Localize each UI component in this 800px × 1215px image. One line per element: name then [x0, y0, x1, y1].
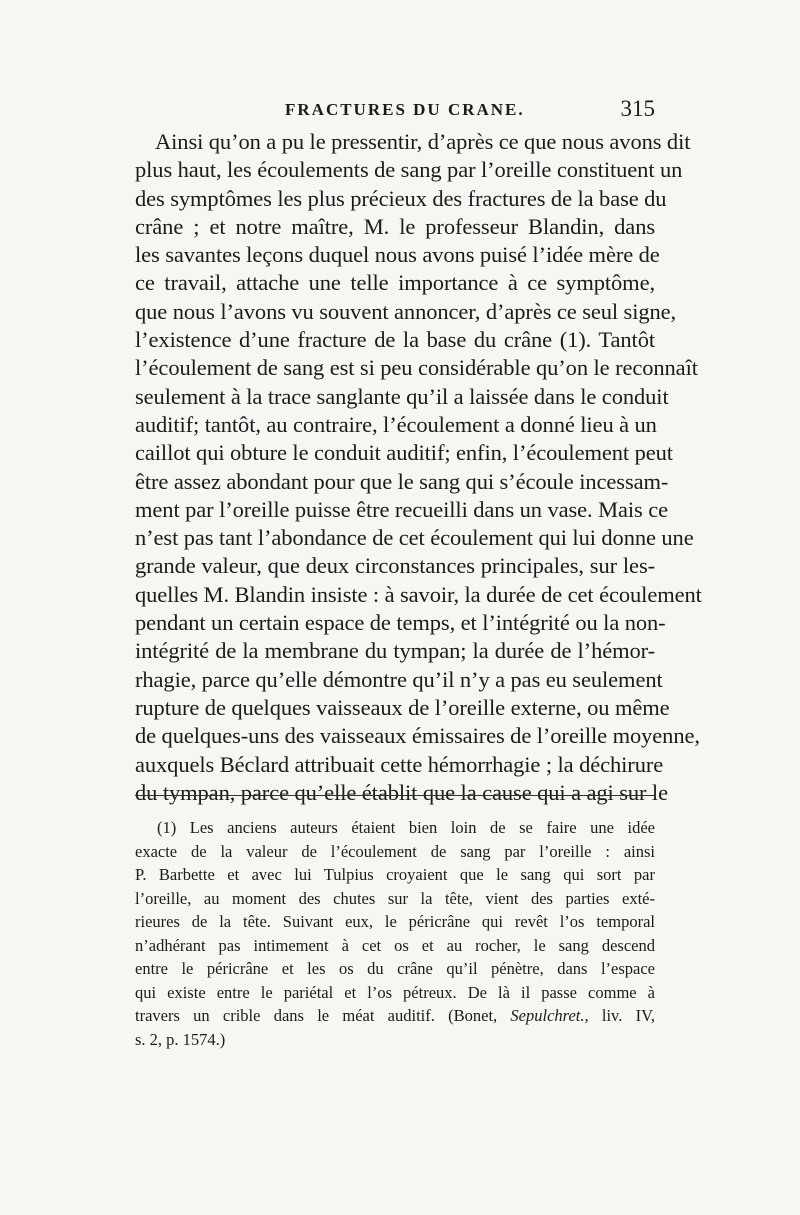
- text-line: Ainsi qu’on a pu le pressentir, d’après ce que nous avons dit: [155, 129, 691, 154]
- footnote-line: P. Barbette et avec lui Tulpius croyaient que le sang qui sort par: [135, 865, 655, 884]
- text-line: les savantes leçons duquel nous avons puisé l’idée mère de: [135, 242, 660, 268]
- text-line: auxquels Béclard attribuait cette hémorrhagie ; la déchirure: [135, 751, 664, 777]
- footnote-reference-line: [135, 1004, 655, 1028]
- footnote-line: (1) Les anciens auteurs étaient bien loin de se faire une idée: [157, 818, 655, 837]
- text-line: ment par l’oreille puisse être recueilli dans un vase. Mais ce: [135, 496, 668, 522]
- footnote-reference-end: , liv. IV,: [584, 1006, 655, 1025]
- text-line: de quelques-uns des vaisseaux émissaires de l’oreille moyenne,: [135, 723, 700, 749]
- text-line: seulement à la trace sanglante qu’il a laissée dans le conduit: [135, 383, 669, 409]
- footnote-reference-start: travers un crible dans le méat auditif. (Bonet,: [135, 1006, 511, 1025]
- text-line: n’est pas tant l’abondance de cet écoulement qui lui donne une: [135, 525, 694, 551]
- footnote-line: qui existe entre le pariétal et l’os pétreux. De là il passe comme à: [135, 982, 655, 1002]
- text-line: l’écoulement de sang est si peu considérable qu’on le reconnaît: [135, 355, 698, 381]
- text-line: rupture de quelques vaisseaux de l’oreille externe, ou même: [135, 694, 670, 720]
- text-line: pendant un certain espace de temps, et l’intégrité ou la non-: [135, 610, 666, 636]
- footnote-cited-work: Sepulchret.: [510, 1006, 585, 1025]
- footnote-line: rieures de la tête. Suivant eux, le péricrâne qui revêt l’os temporal: [135, 912, 655, 931]
- text-line: caillot qui obture le conduit auditif; enfin, l’écoulement peut: [135, 440, 673, 466]
- footnote-line: n’adhérant pas intimement à cet os et au rocher, le sang descend: [135, 935, 655, 955]
- text-line: rhagie, parce qu’elle démontre qu’il n’y a pas eu seulement: [135, 666, 663, 692]
- text-line: des symptômes les plus précieux des fractures de la base du: [135, 185, 667, 211]
- text-line: intégrité de la membrane du tympan; la durée de l’hémor-: [135, 638, 655, 664]
- running-head: [135, 96, 655, 126]
- footnote-line: exacte de la valeur de l’écoulement de sang par l’oreille : ainsi: [135, 841, 655, 861]
- text-line: ce travail, attache une telle importance à ce symptôme,: [135, 270, 655, 296]
- main-text: [135, 128, 702, 807]
- text-line: auditif; tantôt, au contraire, l’écoulement a donné lieu à un: [135, 411, 657, 437]
- text-line: quelles M. Blandin insiste : à savoir, la durée de cet écoulement: [135, 581, 702, 607]
- running-title: FRACTURES DU CRANE.: [285, 100, 525, 119]
- footnote-line: entre le péricrâne et les os du crâne qu’il pénètre, dans l’espace: [135, 959, 655, 978]
- text-line: du tympan, parce qu’elle établit que la cause qui a agi sur le: [135, 779, 668, 805]
- text-line: grande valeur, que deux circonstances principales, sur les-: [135, 553, 655, 579]
- footnote-line: l’oreille, au moment des chutes sur la tête, vient des parties exté-: [135, 888, 655, 908]
- footnote-divider: [135, 795, 655, 796]
- text-line: l’existence d’une fracture de la base du crâne (1). Tantôt: [135, 327, 655, 353]
- text-line: être assez abondant pour que le sang qui s’écoule incessam-: [135, 468, 669, 494]
- text-line: plus haut, les écoulements de sang par l’oreille constituent un: [135, 157, 683, 183]
- text-line: que nous l’avons vu souvent annoncer, d’après ce seul signe,: [135, 298, 677, 324]
- footnote-line: s. 2, p. 1574.): [135, 1029, 226, 1049]
- footnote: [135, 816, 655, 1051]
- text-line: crâne ; et notre maître, M. le professeur Blandin, dans: [135, 213, 655, 239]
- page-number: 315: [620, 96, 655, 121]
